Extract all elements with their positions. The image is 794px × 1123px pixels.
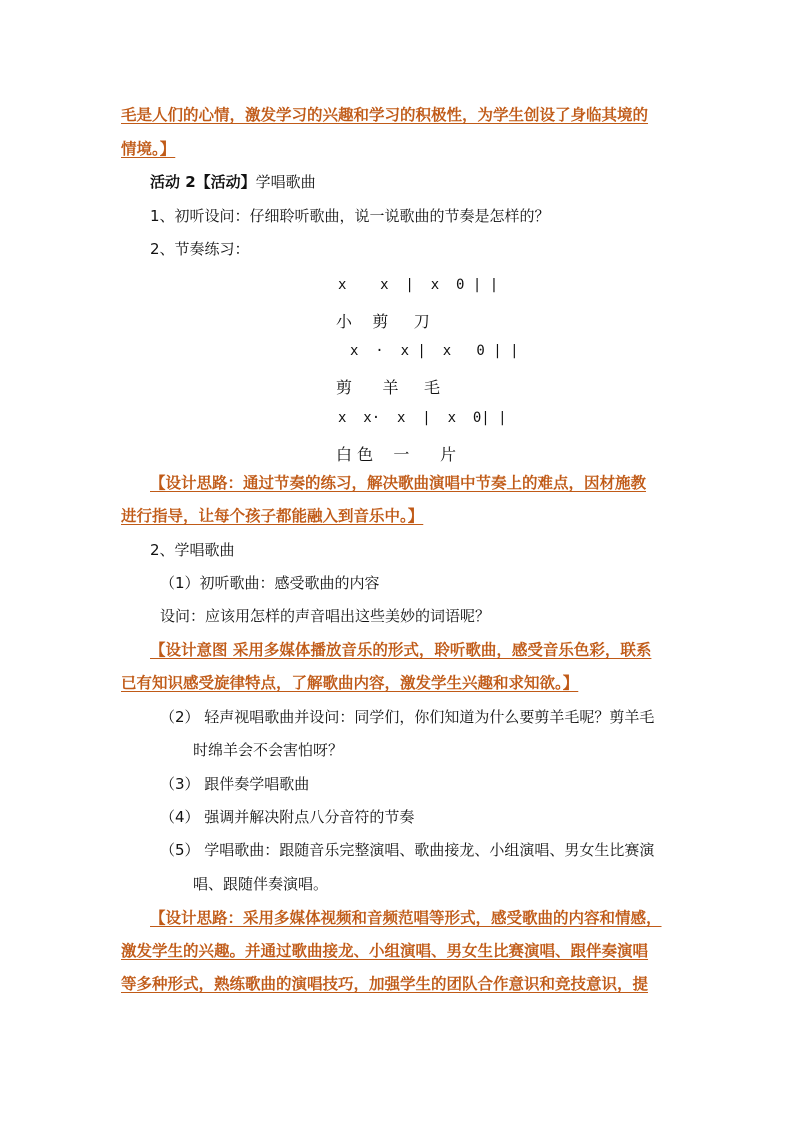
design-note-1-line-1: 【设计思路：通过节奏的练习，解决歌曲演唱中节奏上的难点，因材施教 bbox=[150, 474, 647, 492]
activity-heading bbox=[150, 175, 316, 190]
design-note-2-line-2: 已有知识感受旋律特点，了解歌曲内容，激发学生兴趣和求知欲。】 bbox=[121, 674, 579, 692]
activity-label: 活动 2【活动】 bbox=[150, 173, 256, 191]
learn-step-2-line-2: 时绵羊会不会害怕呀？ bbox=[193, 741, 344, 759]
voice-question: 设问：应该用怎样的声音唱出这些美妙的词语呢？ bbox=[160, 607, 491, 625]
learn-step-1: （1）初听歌曲：感受歌曲的内容 bbox=[160, 574, 380, 592]
design-note-3-line-2: 激发学生的兴趣。并通过歌曲接龙、小组演唱、男女生比赛演唱、跟伴奏演唱 bbox=[121, 942, 649, 960]
rhythm-notation-3: x x· x | x 0| | bbox=[338, 410, 507, 426]
design-note-2-line-1: 【设计意图 采用多媒体播放音乐的形式，聆听歌曲，感受音乐色彩，联系 bbox=[150, 641, 652, 659]
learn-step-3: （3） 跟伴奏学唱歌曲 bbox=[160, 775, 310, 793]
rhythm-lyrics-3: 白 色 一 片 bbox=[336, 445, 456, 464]
activity-title: 学唱歌曲 bbox=[255, 173, 316, 191]
learn-song-heading: 2、学唱歌曲 bbox=[150, 541, 235, 559]
rhythm-practice-heading: 2、节奏练习： bbox=[150, 240, 250, 258]
learn-step-5-line-2: 唱、跟随伴奏演唱。 bbox=[193, 875, 329, 893]
rhythm-lyrics-2: 剪 羊 毛 bbox=[336, 378, 440, 397]
learn-step-5-line-1: （5） 学唱歌曲：跟随音乐完整演唱、歌曲接龙、小组演唱、男女生比赛演 bbox=[160, 841, 655, 859]
design-note-3-line-3: 等多种形式，熟练歌曲的演唱技巧，加强学生的团队合作意识和竞技意识，提 bbox=[121, 975, 649, 993]
rhythm-lyrics-1: 小 剪 刀 bbox=[336, 312, 430, 331]
rhythm-notation-1: x x | x 0 | | bbox=[338, 277, 499, 293]
design-note-continuation-line-2: 情境。】 bbox=[121, 140, 176, 158]
listen-question: 1、初听设问：仔细聆听歌曲，说一说歌曲的节奏是怎样的？ bbox=[150, 207, 550, 225]
learn-step-2-line-1: （2） 轻声视唱歌曲并设问：同学们，你们知道为什么要剪羊毛呢？剪羊毛 bbox=[160, 708, 655, 726]
design-note-1-line-2: 进行指导，让每个孩子都能融入到音乐中。】 bbox=[121, 507, 424, 525]
learn-step-4: （4） 强调并解决附点八分音符的节奏 bbox=[160, 808, 415, 826]
rhythm-notation-2: x · x | x 0 | | bbox=[350, 343, 519, 359]
design-note-3-line-1: 【设计思路：采用多媒体视频和音频范唱等形式，感受歌曲的内容和情感， bbox=[150, 909, 662, 927]
design-note-continuation-line-1: 毛是人们的心情，激发学习的兴趣和学习的积极性，为学生创设了身临其境的 bbox=[121, 106, 649, 124]
